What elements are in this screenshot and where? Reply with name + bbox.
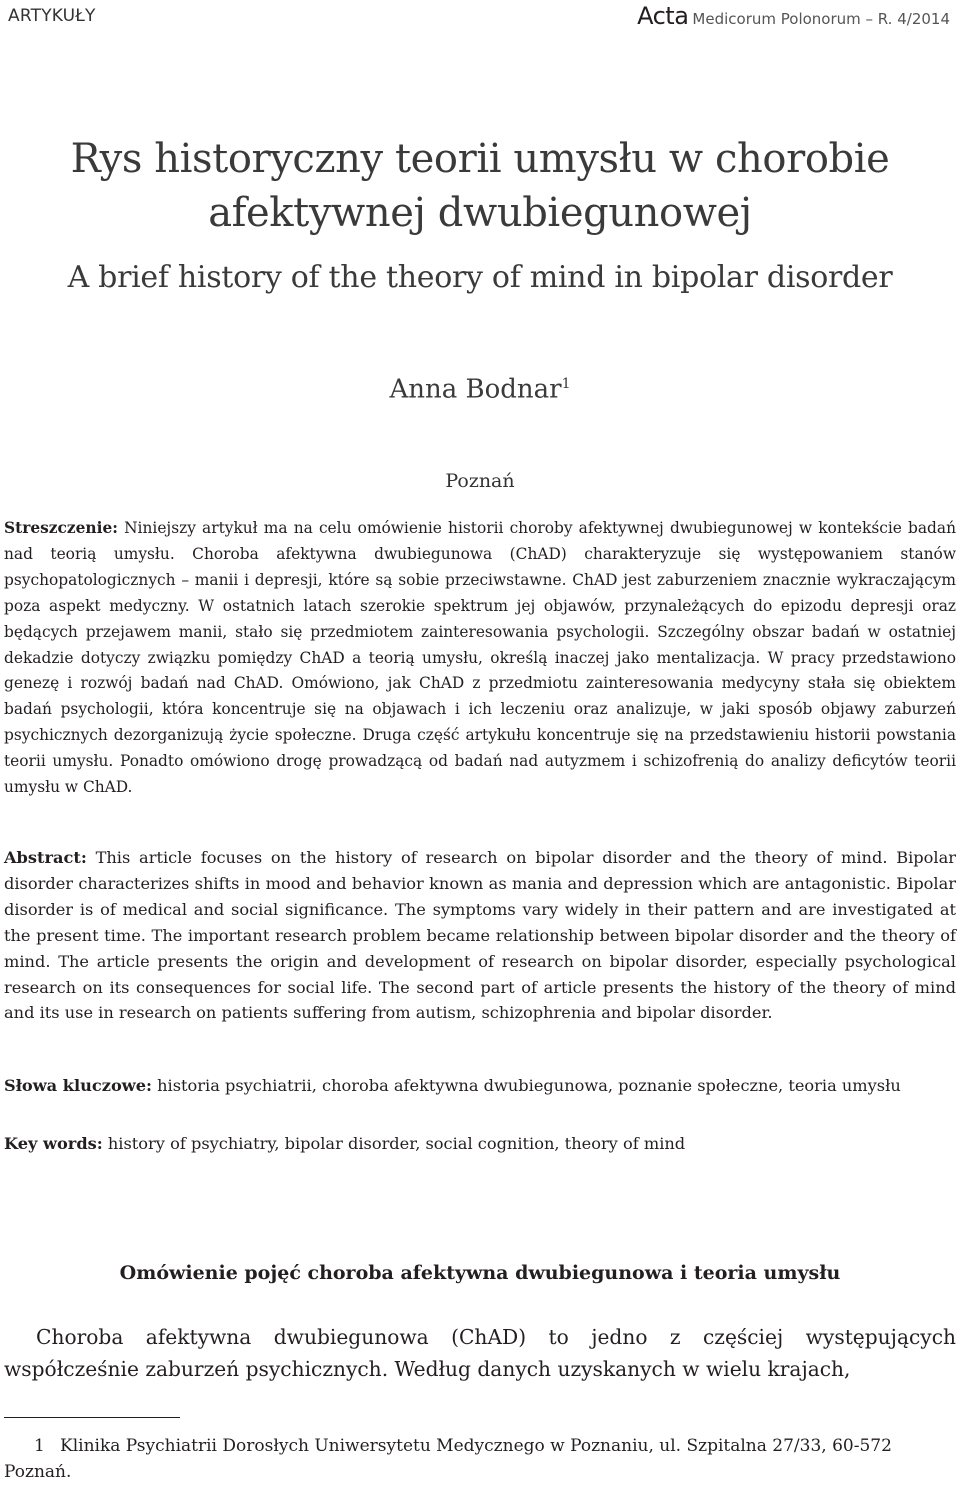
abstract-english-label: Abstract: <box>4 848 87 867</box>
article-subtitle: A brief history of the theory of mind in bipolar disorder <box>67 260 893 295</box>
journal-name <box>637 2 950 30</box>
abstract-english <box>4 845 956 1026</box>
section-label: ARTYKUŁY <box>8 6 96 26</box>
keywords-english-text: history of psychiatry, bipolar disorder, social cognition, theory of mind <box>102 1134 686 1153</box>
abstract-polish <box>4 516 956 801</box>
journal-issue: Medicorum Polonorum – R. 4/2014 <box>692 10 950 28</box>
keywords-polish-label: Słowa kluczowe: <box>4 1076 152 1095</box>
section-heading: Omówienie pojęć choroba afektywna dwubiegunowa i teoria umysłu <box>119 1262 841 1284</box>
keywords-english-label: Key words: <box>4 1134 103 1153</box>
footnote-number: 1 <box>34 1436 45 1456</box>
keywords-polish <box>4 1073 956 1099</box>
abstract-polish-text: Niniejszy artykuł ma na celu omówienie historii choroby afektywnej dwubiegunowej w kontekście badań nad teorią umysłu. Choroba afektywna dwubiegunowa (ChAD) charakteryzuje się występowaniem stanów psychopatologicznych – manii i depresji, które są sobie przeciwstawne. ChAD jest zaburzeniem znacznie wykraczającym poza aspekt medyczny. W ostatnich latach szerokie spektrum jej objawów, przynależących do epizodu depresji oraz będących przejawem manii, stało się przedmiotem zainteresowania psychologii. Szczególny obszar badań w ostatniej dekadzie dotyczy związku pomiędzy ChAD a teorią umysłu, określą inaczej jako mentalizacja. W pracy przedstawiono genezę i rozwój badań nad ChAD. Omówiono, jak ChAD z przedmiotu zainteresowania medycyny stała się obiektem badań psychologii, która koncentruje się na objawach i ich leczeniu oraz analizuje, w jaki sposób objawy zaburzeń psychicznych dezorganizują życie społeczne. Druga część artykułu koncentruje się na przedstawieniu historii powstania teorii umysłu. Ponadto omówiono drogę prowadzącą od badań nad autyzmem i schizofrenią do analizy deficytów teorii umysłu w ChAD. <box>4 519 956 797</box>
abstract-english-text: This article focuses on the history of research on bipolar disorder and the theory of mind. Bipolar disorder characterizes shifts in mood and behavior known as mania and depression which are antagonistic. Bipolar disorder is of medical and social significance. The symptoms vary widely in their pattern and are investigated at the present time. The important research problem became relationship between bipolar disorder and the theory of mind. The article presents the origin and development of research on bipolar disorder, especially psychological research on its consequences for social life. The second part of article presents the history of the theory of mind and its use in research on patients suffering from autism, schizophrenia and bipolar disorder. <box>4 848 956 1023</box>
body-paragraph: Choroba afektywna dwubiegunowa (ChAD) to jedno z częściej występujących współcześnie zaburzeń psychicznych. Według danych uzyskanych w wielu krajach, <box>4 1325 956 1381</box>
footnote-divider <box>4 1417 180 1418</box>
running-header <box>0 0 960 34</box>
footnote <box>4 1433 956 1485</box>
author-footnote-ref[interactable]: 1 <box>561 376 571 392</box>
abstract-polish-label: Streszczenie: <box>4 519 118 537</box>
author <box>0 366 960 408</box>
journal-brand: Acta <box>637 2 689 30</box>
footnote-text: Klinika Psychiatrii Dorosłych Uniwersytetu Medycznego w Poznaniu, ul. Szpitalna 27/33, 60-572 Poznań. <box>4 1436 892 1482</box>
keywords-english <box>4 1131 956 1157</box>
article-title: Rys historyczny teorii umysłu w chorobie afektywnej dwubiegunowej <box>70 136 890 236</box>
keywords-polish-text: historia psychiatrii, choroba afektywna dwubiegunowa, poznanie społeczne, teoria umysłu <box>151 1076 901 1095</box>
author-name: Anna Bodnar <box>389 374 562 405</box>
affiliation: Poznań <box>445 470 515 492</box>
